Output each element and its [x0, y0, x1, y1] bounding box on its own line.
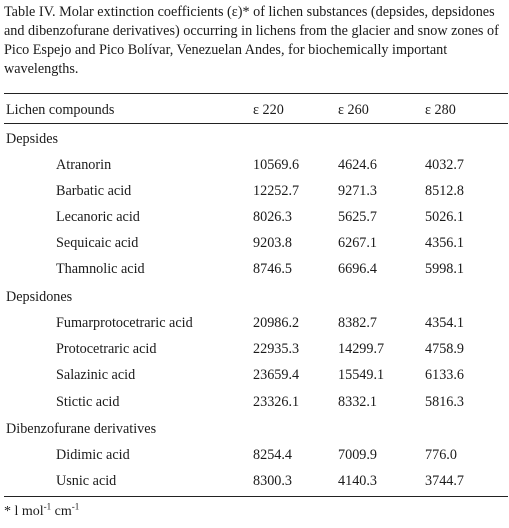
value-e280: 4354.1: [425, 315, 465, 331]
value-e280: 4758.9: [425, 341, 465, 357]
group-heading-dibenzofurane: Dibenzofurane derivatives: [6, 421, 157, 437]
bottom-rule: [4, 496, 508, 497]
value-e260: 7009.9: [338, 447, 378, 463]
value-e260: 5625.7: [338, 209, 378, 225]
value-e260: 15549.1: [338, 367, 385, 383]
value-e220: 8300.3: [253, 473, 293, 489]
value-e260: 6696.4: [338, 261, 378, 277]
top-rule: [4, 93, 508, 94]
footnote: [4, 501, 80, 520]
value-e260: 8382.7: [338, 315, 378, 331]
value-e260: 6267.1: [338, 235, 378, 251]
compound-name: Fumarprotocetraric acid: [56, 315, 193, 331]
compound-name: Barbatic acid: [56, 183, 132, 199]
value-e220: 10569.6: [253, 157, 300, 173]
compound-name: Salazinic acid: [56, 367, 136, 383]
value-e280: 5816.3: [425, 394, 465, 410]
compound-name: Didimic acid: [56, 447, 130, 463]
value-e280: 8512.8: [425, 183, 465, 199]
footnote-exponent-cm: -1: [71, 501, 80, 512]
column-header-compound: Lichen compounds: [6, 102, 115, 118]
value-e220: 23659.4: [253, 367, 300, 383]
compound-name: Lecanoric acid: [56, 209, 140, 225]
value-e220: 8026.3: [253, 209, 293, 225]
value-e280: 4356.1: [425, 235, 465, 251]
value-e220: 12252.7: [253, 183, 300, 199]
value-e220: 22935.3: [253, 341, 300, 357]
column-header-e260: ε 260: [338, 102, 369, 118]
value-e260: 4140.3: [338, 473, 378, 489]
value-e280: 3744.7: [425, 473, 465, 489]
value-e260: 4624.6: [338, 157, 378, 173]
group-heading-depsides: Depsides: [6, 131, 59, 147]
compound-name: Usnic acid: [56, 473, 117, 489]
value-e220: 8254.4: [253, 447, 293, 463]
compound-name: Stictic acid: [56, 394, 120, 410]
value-e260: 8332.1: [338, 394, 378, 410]
value-e280: 776.0: [425, 447, 457, 463]
value-e280: 5998.1: [425, 261, 465, 277]
header-rule: [4, 123, 508, 124]
column-header-e280: ε 280: [425, 102, 456, 118]
value-e220: 20986.2: [253, 315, 300, 331]
table-caption: Table IV. Molar extinction coefficients (ε)* of lichen substances (depsides, depsidones and dibenzofurane derivatives) occurring in lichens from the glacier and snow zones of Pico Espejo and Pico Bolívar, Venezuelan Andes, for biochemically important wavelengths.: [4, 4, 499, 77]
value-e260: 9271.3: [338, 183, 378, 199]
group-heading-depsidones: Depsidones: [6, 289, 73, 305]
compound-name: Atranorin: [56, 157, 112, 173]
value-e280: 5026.1: [425, 209, 465, 225]
value-e260: 14299.7: [338, 341, 385, 357]
footnote-prefix: * l mol: [4, 504, 44, 519]
value-e220: 23326.1: [253, 394, 300, 410]
compound-name: Sequicaic acid: [56, 235, 139, 251]
footnote-exponent-mol: -1: [43, 501, 52, 512]
compound-name: Protocetraric acid: [56, 341, 157, 357]
footnote-unit-cm: cm: [51, 504, 72, 519]
value-e220: 9203.8: [253, 235, 293, 251]
value-e280: 4032.7: [425, 157, 465, 173]
compound-name: Thamnolic acid: [56, 261, 145, 277]
value-e220: 8746.5: [253, 261, 293, 277]
value-e280: 6133.6: [425, 367, 465, 383]
column-header-e220: ε 220: [253, 102, 284, 118]
